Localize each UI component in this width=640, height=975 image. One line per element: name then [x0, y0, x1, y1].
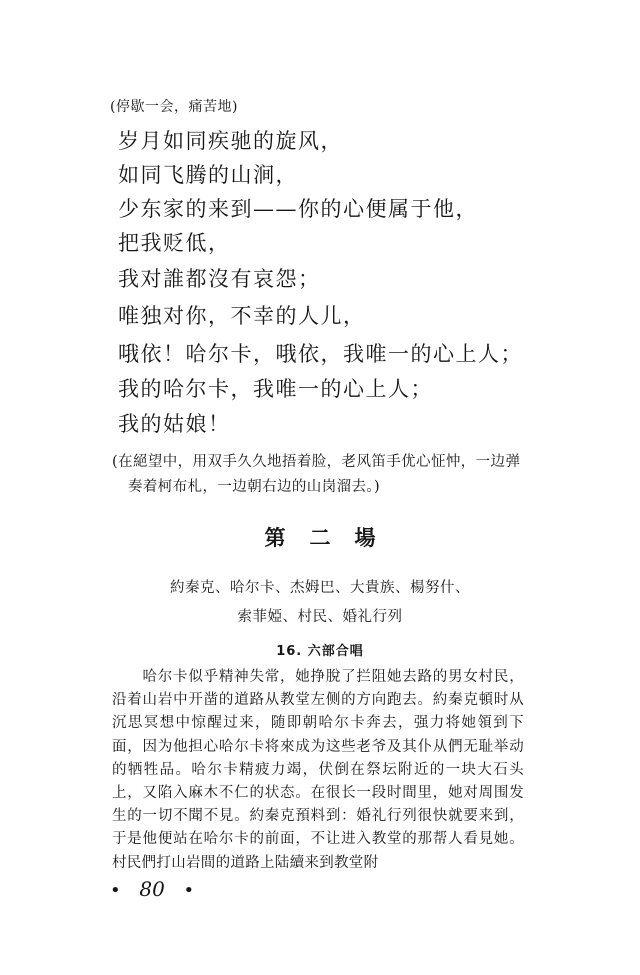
verse-line: 如同飞腾的山涧，	[118, 163, 298, 187]
cast-list-line: 約秦克、哈尔卡、杰姆巴、大貴族、楊努什、	[170, 580, 470, 596]
verse-line: 唯独对你，不幸的人儿，	[118, 304, 366, 328]
verse-line: 哦依！哈尔卡，哦依，我唯一的心上人；	[118, 342, 523, 366]
scene-title	[0, 522, 640, 552]
musical-number-title: 16. 六部合唱	[276, 644, 364, 659]
verse-line: 我的哈尔卡，我唯一的心上人；	[118, 377, 433, 401]
stage-direction-line: 奏着柯布札，一边朝右边的山岗溜去。)	[128, 479, 381, 495]
page-number-dot: •	[183, 880, 195, 901]
scene-title-char: 二	[309, 526, 331, 550]
verse-line: 我的姑娘！	[118, 412, 231, 436]
page-number-dot: •	[110, 880, 121, 901]
stage-direction-closing	[112, 450, 524, 500]
page-number-value: 80	[139, 877, 165, 901]
verse-line: 我对誰都沒有哀怨；	[118, 267, 321, 291]
scene-title-char: 第	[264, 526, 286, 550]
page-number	[110, 877, 194, 901]
prose-text: 哈尔卡似乎精神失常，她挣脫了拦阻她去路的男女村民，沿着山岩中开凿的道路从教堂左侧的方向跑去。約秦克頓时从沉思冥想中惊醒过来，随即朝哈尔卡奔去，强力将她領到下面，因为他担心哈尔卡将來成为这些老爷及其仆从們无耻举动的牺牲品。哈尔卡精疲力竭，伏倒在祭坛附近的一块大石头上，又陷入麻木不仁的状态。在很长一段时間里，她对周围发生的一切不聞不見。約秦克預料到：婚礼行列很快就要来到，于是他便站在哈尔卡的前面，不让进入教堂的那帮人看見她。村民們打山岩間的道路上陆續来到教堂附	[112, 669, 524, 871]
verse-line: 岁月如同疾驰的旋风，	[118, 129, 343, 153]
stage-direction-top: (停歇一会，痛苦地)	[110, 99, 238, 115]
prose-paragraph	[112, 666, 524, 875]
scene-title-char: 場	[354, 526, 376, 550]
stage-direction-line: (在絕望中，用双手久久地捂着脸，老风笛手优心怔忡，一边弹	[112, 454, 521, 470]
verse-line: 把我贬低，	[118, 231, 231, 255]
verse-line: 少东家的来到——你的心便属于他，	[118, 197, 478, 221]
cast-list-line: 索菲婭、村民、婚礼行列	[237, 609, 403, 625]
